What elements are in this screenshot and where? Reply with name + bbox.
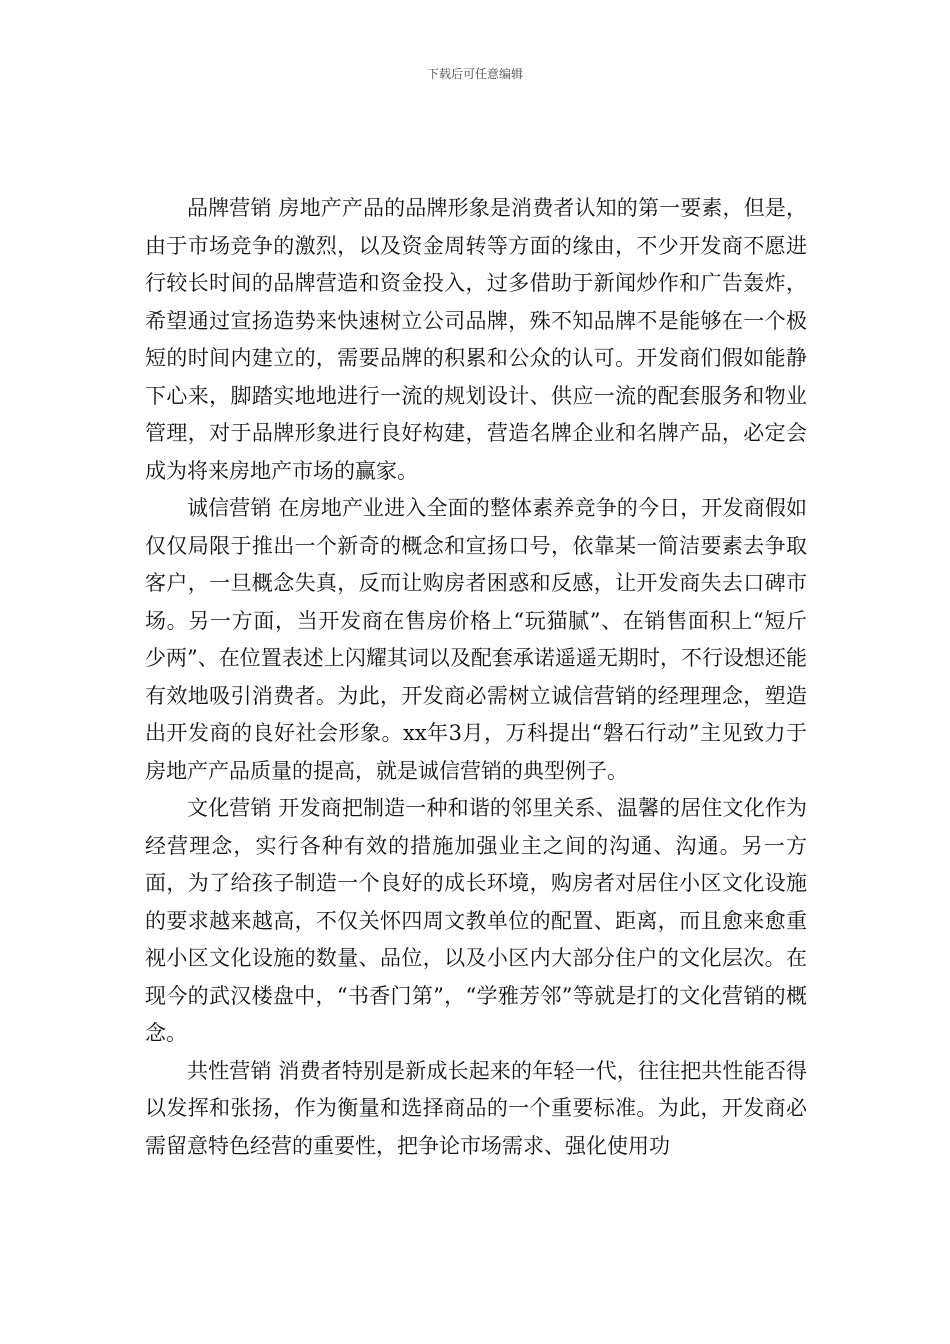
document-body bbox=[145, 190, 807, 1165]
paragraph-brand-marketing: 品牌营销 房地产产品的品牌形象是消费者认知的第一要素，但是，由于市场竞争的激烈，以及资金周转等方面的缘由，不少开发商不愿进行较长时间的品牌营造和资金投入，过多借助于新闻炒作和广告轰炸，希望通过宣扬造势来快速树立公司品牌，殊不知品牌不是能够在一个极短的时间内建立的，需要品牌的积累和公众的认可。开发商们假如能静下心来，脚踏实地地进行一流的规划设计、供应一流的配套服务和物业管理，对于品牌形象进行良好构建，营造名牌企业和名牌产品，必定会成为将来房地产市场的赢家。 bbox=[145, 196, 807, 483]
paragraph-culture-marketing: 文化营销 开发商把制造一种和谐的邻里关系、温馨的居住文化作为经营理念，实行各种有效的措施加强业主之间的沟通、沟通。另一方面，为了给孩子制造一个良好的成长环境，购房者对居住小区文化设施的要求越来越高，不仅关怀四周文教单位的配置、距离，而且愈来愈重视小区文化设施的数量、品位，以及小区内大部分住户的文化层次。在现今的武汉楼盘中，“书香门第”，“学雅芳邻”等就是打的文化营销的概念。 bbox=[145, 796, 807, 1045]
paragraph-integrity-marketing: 诚信营销 在房地产业进入全面的整体素养竞争的今日，开发商假如仅仅局限于推出一个新奇的概念和宣扬口号，依靠某一简洁要素去争取客户，一旦概念失真，反而让购房者困惑和反感，让开发商失去口碑市场。另一方面，当开发商在售房价格上“玩猫腻”、在销售面积上“短斤少两”、在位置表述上闪耀其词以及配套承诺遥遥无期时，不行设想还能有效地吸引消费者。为此，开发商必需树立诚信营销的经理理念，塑造出开发商的良好社会形象。xx年3月，万科提出“磐石行动”主见致力于房地产产品质量的提高，就是诚信营销的典型例子。 bbox=[145, 496, 807, 783]
page-header: 下载后可任意编辑 bbox=[426, 67, 523, 81]
paragraph-individuality-marketing: 共性营销 消费者特别是新成长起来的年轻一代，往往把共性能否得以发挥和张扬，作为衡量和选择商品的一个重要标准。为此，开发商必需留意特色经营的重要性，把争论市场需求、强化使用功 bbox=[145, 1058, 807, 1158]
